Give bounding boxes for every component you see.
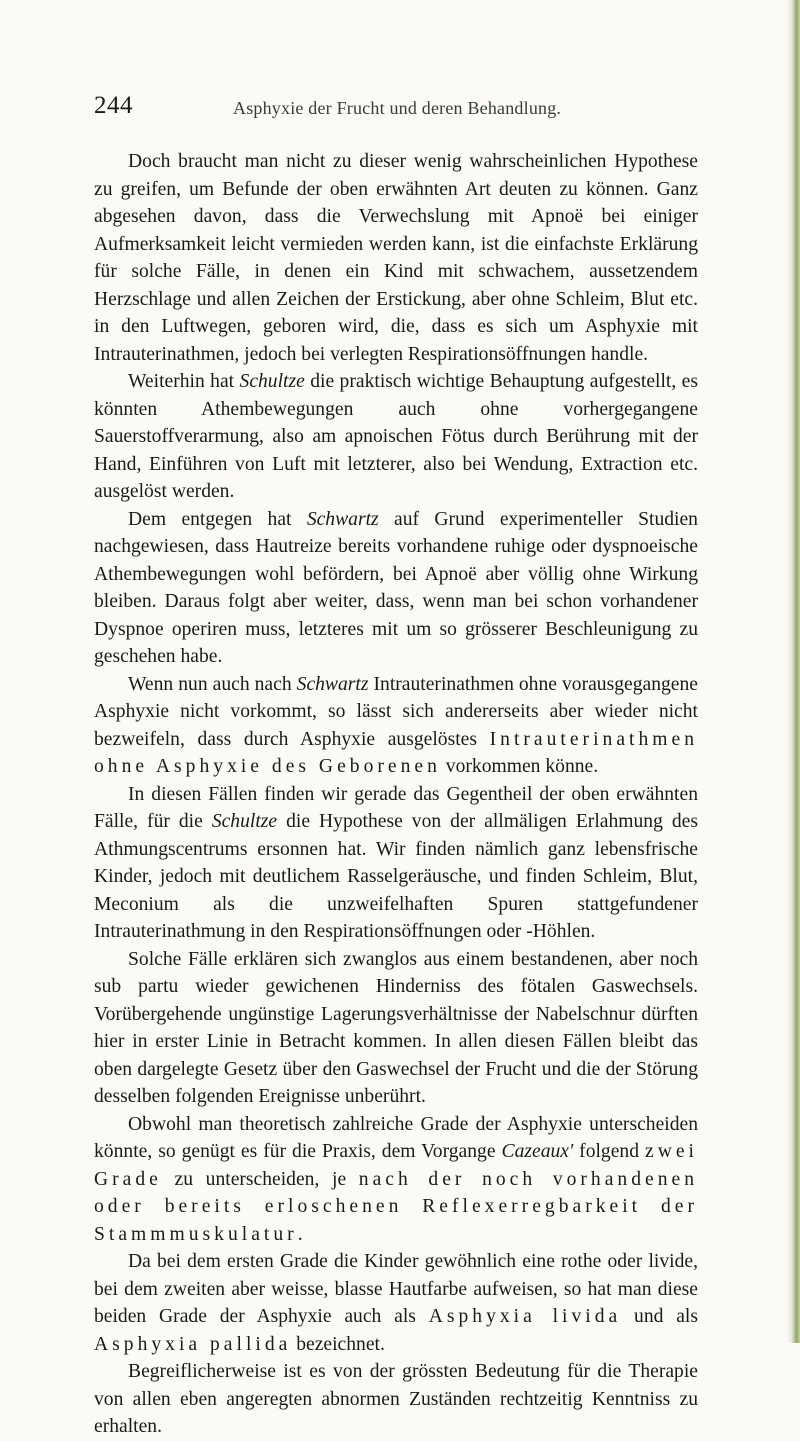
paragraph-text: In diesen Fällen finden wir gerade das Gegentheil der oben erwähnten Fälle, für die <box>94 783 698 832</box>
paragraph <box>94 946 698 1111</box>
emphasized-text: nach der noch vorhandenen oder bereits erloschenen Reflexerregbarkeit der Stammmuskulatur <box>94 1168 699 1245</box>
paragraph-text: Solche Fälle erklären sich zwanglos aus einem bestandenen, aber noch sub partu wieder gewichenen Hinderniss des fötalen Gaswechsels. Vorübergehende ungünstige Lagerungsverhältnisse der Nabelschnur dürften hier in erster Linie in Betracht kommen. In allen diesen Fällen bleibt das oben dargelegte Gesetz über den Gaswechsel der Frucht und die der Störung desselben folgenden Ereignisse unberührt. <box>94 948 698 1107</box>
paragraph-text: Intrauterinathmen ohne vorausgegangene Asphyxie nicht vorkommt, so lässt sich andererseits aber wieder nicht bezweifeln, dass durch Asphyxie ausgelöstes <box>94 673 698 750</box>
author-name: Schultze <box>239 371 305 392</box>
author-name: Cazeaux' <box>501 1141 574 1162</box>
paragraph <box>94 1358 698 1441</box>
paragraph <box>94 781 698 946</box>
paragraph <box>94 506 698 671</box>
paragraph-text: bezeichnet. <box>291 1333 385 1355</box>
paragraph-text: Weiterhin hat <box>128 371 240 392</box>
paragraph-text: die Hypothese von der allmäligen Erlahmung des Athmungscentrums ersonnen hat. Wir finden nämlich ganz lebensfrische Kinder, jedoch mit deutlichem Rasselgeräusche, und finden Schleim, Blut, Meconium als die unzweifelhaften Spuren stattgefundener Intrauterinathmung in den Respirationsöffnungen oder -Höhlen. <box>94 811 698 942</box>
emphasized-text: Asphyxia livida <box>428 1306 622 1327</box>
paragraph-text: Da bei dem ersten Grade die Kinder gewöhnlich eine rothe oder livide, bei dem zweiten aber weisse, blasse Hautfarbe aufweisen, so hat man diese beiden Grade der Asphyxie auch als <box>94 1251 698 1327</box>
paragraph <box>94 368 698 506</box>
paragraph-text: Begreiflicherweise ist es von der grössten Bedeutung für die Therapie von allen eben angeregten abnormen Zuständen rechtzeitig Kenntniss zu erhalten. <box>94 1361 698 1437</box>
emphasized-text: Asphyxia pallida <box>94 1333 292 1355</box>
paragraph-text: Doch braucht man nicht zu dieser wenig wahrscheinlichen Hypothese zu greifen, um Befunde der oben erwähnten Art deuten zu können. Ganz abgesehen davon, dass die Verwechslung mit Apnoë bei einiger Aufmerksamkeit leicht vermieden werden kann, ist die einfachste Erklärung für solche Fälle, in denen ein Kind mit schwachem, aussetzendem Herzschlage und allen Zeichen der Erstickung, aber ohne Schleim, Blut etc. in den Luftwegen, geboren wird, die, dass es sich um Asphyxie mit Intrauterinathmen, jedoch bei verlegten Respirationsöffnungen handle. <box>94 151 698 365</box>
running-head: Asphyxie der Frucht und deren Behandlung. <box>233 98 562 118</box>
page-number: 244 <box>94 92 133 119</box>
paragraph-text: . <box>297 1223 303 1245</box>
paragraph-text: Dem entgegen hat <box>128 508 307 530</box>
emphasized-text: zwei Grade <box>94 1141 698 1190</box>
page-header <box>94 92 714 132</box>
paragraph-text: und als <box>621 1306 698 1327</box>
emphasized-text: Intrauterinathmen ohne Asphyxie des Geborenen <box>94 728 698 777</box>
author-name: Schultze <box>211 811 278 832</box>
author-name: Schwartz <box>306 508 379 530</box>
paragraph-text: vorkommen könne. <box>440 756 599 777</box>
paragraph-text: Wenn nun auch nach <box>128 673 297 695</box>
body-text <box>94 148 698 1441</box>
paragraph <box>94 148 698 368</box>
paragraph-text: Obwohl man theoretisch zahlreiche Grade der Asphyxie unterscheiden könnte, so genügt es für die Praxis, dem Vorgange <box>94 1113 698 1162</box>
paragraph <box>94 671 698 781</box>
paragraph-text: die praktisch wichtige Behauptung aufgestellt, es könnten Athembewegungen auch ohne vorhergegangene Sauerstoffverarmung, also am apnoischen Fötus durch Berührung mit der Hand, Einführen von Luft mit letzterer, also bei Wendung, Extraction etc. ausgelöst werden. <box>94 371 698 502</box>
paragraph <box>94 1111 698 1249</box>
paragraph <box>94 1248 698 1358</box>
paragraph-text: zu unterscheiden, je <box>161 1168 359 1190</box>
page-edge-shadow <box>786 0 800 1343</box>
author-name: Schwartz <box>296 673 369 695</box>
paragraph-text: folgend <box>573 1141 645 1162</box>
paragraph-text: auf Grund experimenteller Studien nachgewiesen, dass Hautreize bereits vorhandene ruhige oder dyspnoeische Athembewegungen wohl befördern, bei Apnoë aber völlig ohne Wirkung bleiben. Daraus folgt aber weiter, dass, wenn man bei schon vorhandener Dyspnoe operiren muss, letzteres mit um so grösserer Beschleunigung zu geschehen habe. <box>94 508 698 667</box>
